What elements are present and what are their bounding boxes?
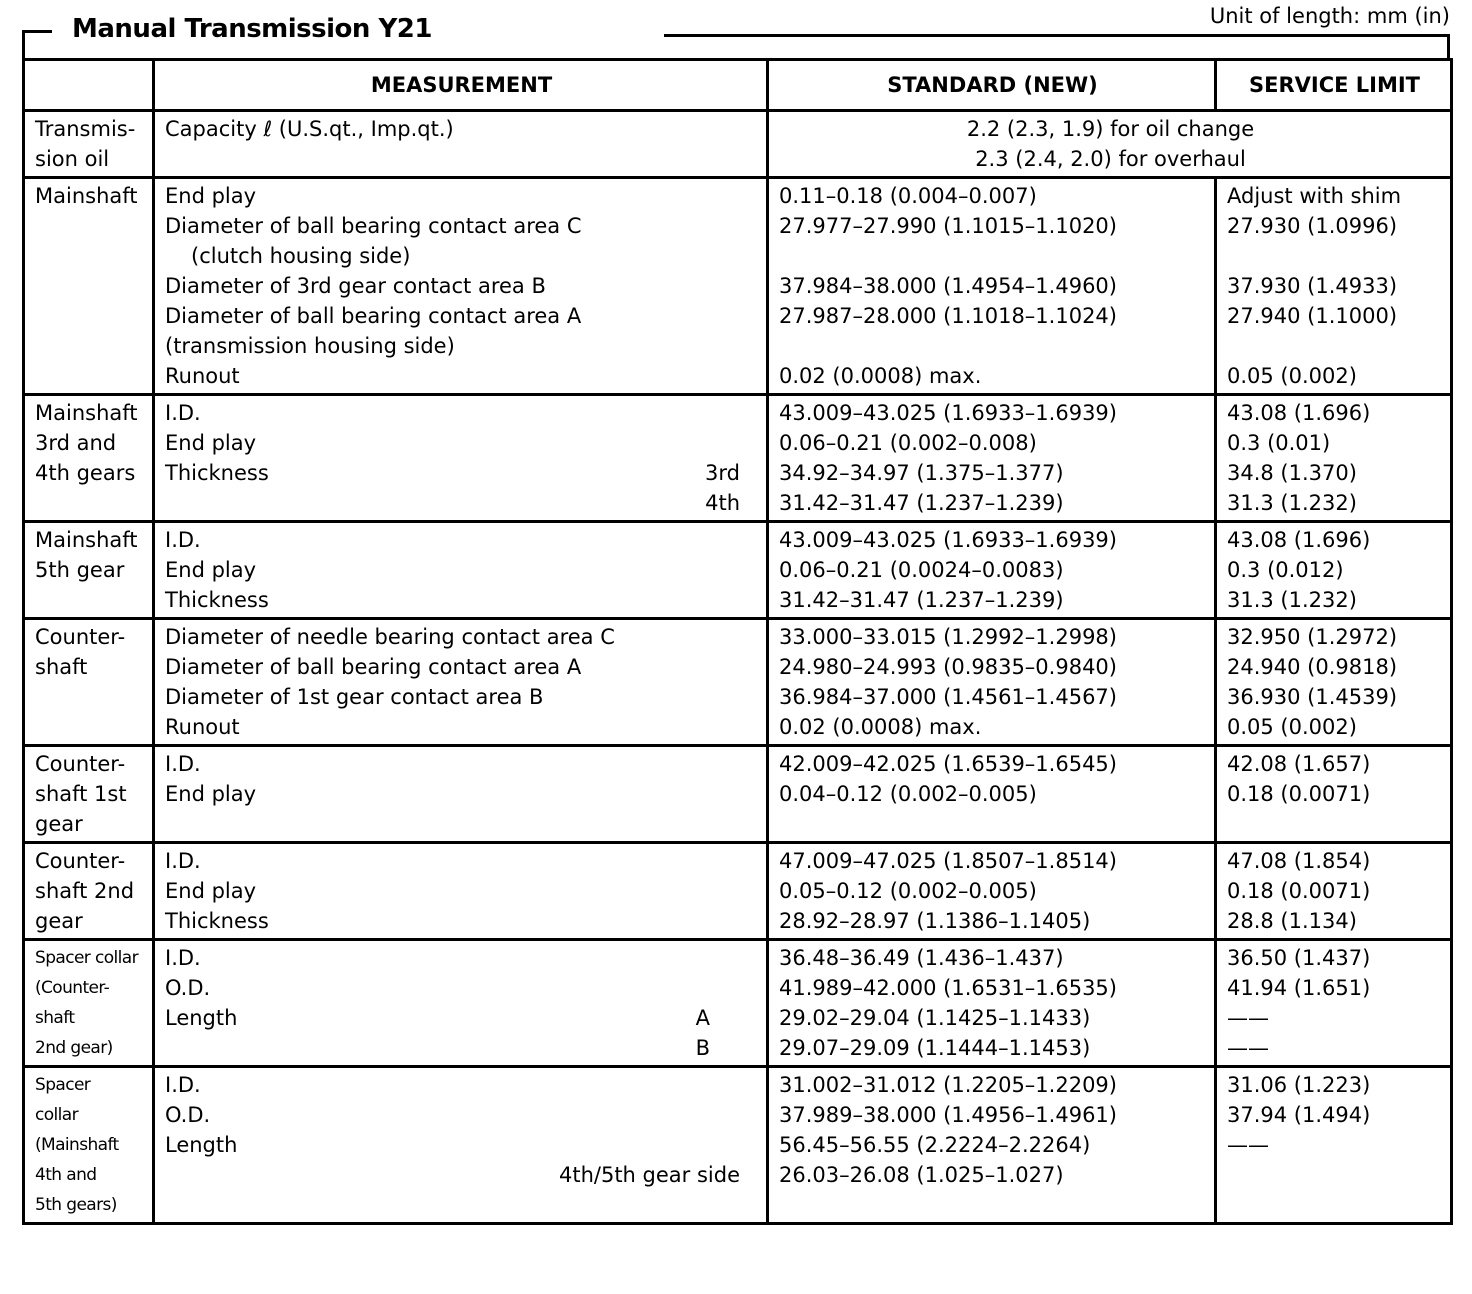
table-row: [24, 940, 1452, 1067]
table-row: [24, 522, 1452, 619]
standard-cell: 43.009–43.025 (1.6933–1.6939) 0.06–0.21 (0.0024–0.0083) 31.42–31.47 (1.237–1.239): [768, 522, 1216, 619]
table-row: [24, 1067, 1452, 1224]
page-title: Manual Transmission Y21: [72, 14, 432, 44]
measurement-cell: Diameter of needle bearing contact area C Diameter of ball bearing contact area A Diameter of 1st gear contact area B Runout: [154, 619, 768, 746]
table-row: [24, 619, 1452, 746]
category-cell: Counter- shaft 2nd gear: [24, 843, 154, 940]
measurement-cell: End play Diameter of ball bearing contact area C (clutch housing side) Diameter of 3rd gear contact area B Diameter of ball bearing contact area A (transmission housing side) Runout: [154, 178, 768, 395]
title-rule-tick-right: [1447, 34, 1450, 60]
title-rule-right: [664, 34, 1450, 37]
category-cell: Transmis- sion oil: [24, 111, 154, 178]
measurement-cell: I.D. End play Thickness 3rd 4th: [154, 395, 768, 522]
oil-capacity-values: 2.2 (2.3, 1.9) for oil change 2.3 (2.4, 2.0) for overhaul: [768, 111, 1452, 178]
header-measurement: MEASUREMENT: [154, 60, 768, 111]
category-cell: Spacer collar (Mainshaft 4th and 5th gears): [24, 1067, 154, 1224]
category-cell: Mainshaft 3rd and 4th gears: [24, 395, 154, 522]
limit-cell: 43.08 (1.696) 0.3 (0.012) 31.3 (1.232): [1216, 522, 1452, 619]
table-row: [24, 395, 1452, 522]
limit-cell: 32.950 (1.2972) 24.940 (0.9818) 36.930 (1.4539) 0.05 (0.002): [1216, 619, 1452, 746]
spec-table: [22, 58, 1453, 1225]
measurement-cell: I.D. End play: [154, 746, 768, 843]
measurement-cell: I.D. O.D. Length A B: [154, 940, 768, 1067]
measurement-cell: Capacity ℓ (U.S.qt., Imp.qt.): [154, 111, 768, 178]
standard-cell: 0.11–0.18 (0.004–0.007) 27.977–27.990 (1.1015–1.1020) 37.984–38.000 (1.4954–1.4960) 27.987–28.000 (1.1018–1.1024) 0.02 (0.0008) max.: [768, 178, 1216, 395]
table-row: [24, 843, 1452, 940]
standard-cell: 47.009–47.025 (1.8507–1.8514) 0.05–0.12 (0.002–0.005) 28.92–28.97 (1.1386–1.1405): [768, 843, 1216, 940]
measurement-cell: I.D. End play Thickness: [154, 843, 768, 940]
category-cell: Counter- shaft 1st gear: [24, 746, 154, 843]
table-row: [24, 746, 1452, 843]
header-blank: [24, 60, 154, 111]
standard-cell: 31.002–31.012 (1.2205–1.2209) 37.989–38.000 (1.4956–1.4961) 56.45–56.55 (2.2224–2.2264) 26.03–26.08 (1.025–1.027): [768, 1067, 1216, 1224]
standard-cell: 42.009–42.025 (1.6539–1.6545) 0.04–0.12 (0.002–0.005): [768, 746, 1216, 843]
header-standard: STANDARD (NEW): [768, 60, 1216, 111]
category-cell: Mainshaft: [24, 178, 154, 395]
limit-cell: 42.08 (1.657) 0.18 (0.0071): [1216, 746, 1452, 843]
category-cell: Mainshaft 5th gear: [24, 522, 154, 619]
limit-cell: 47.08 (1.854) 0.18 (0.0071) 28.8 (1.134): [1216, 843, 1452, 940]
header-service-limit: SERVICE LIMIT: [1216, 60, 1452, 111]
table-row: [24, 178, 1452, 395]
title-rule-tick: [22, 30, 25, 60]
limit-cell: 36.50 (1.437) 41.94 (1.651) —— ——: [1216, 940, 1452, 1067]
category-cell: Spacer collar (Counter- shaft 2nd gear): [24, 940, 154, 1067]
standard-cell: 43.009–43.025 (1.6933–1.6939) 0.06–0.21 (0.002–0.008) 34.92–34.97 (1.375–1.377) 31.42–31.47 (1.237–1.239): [768, 395, 1216, 522]
limit-cell: 31.06 (1.223) 37.94 (1.494) ——: [1216, 1067, 1452, 1224]
table-row: [24, 111, 1452, 178]
measurement-cell: I.D. End play Thickness: [154, 522, 768, 619]
category-cell: Counter- shaft: [24, 619, 154, 746]
header-row: [24, 60, 1452, 111]
limit-cell: 43.08 (1.696) 0.3 (0.01) 34.8 (1.370) 31.3 (1.232): [1216, 395, 1452, 522]
standard-cell: 36.48–36.49 (1.436–1.437) 41.989–42.000 (1.6531–1.6535) 29.02–29.04 (1.1425–1.1433) 29.07–29.09 (1.1444–1.1453): [768, 940, 1216, 1067]
measurement-cell: I.D. O.D. Length 4th/5th gear side: [154, 1067, 768, 1224]
unit-note: Unit of length: mm (in): [1209, 4, 1450, 28]
standard-cell: 33.000–33.015 (1.2992–1.2998) 24.980–24.993 (0.9835–0.9840) 36.984–37.000 (1.4561–1.4567) 0.02 (0.0008) max.: [768, 619, 1216, 746]
limit-cell: Adjust with shim 27.930 (1.0996) 37.930 (1.4933) 27.940 (1.1000) 0.05 (0.002): [1216, 178, 1452, 395]
title-rule-left: [22, 30, 52, 33]
